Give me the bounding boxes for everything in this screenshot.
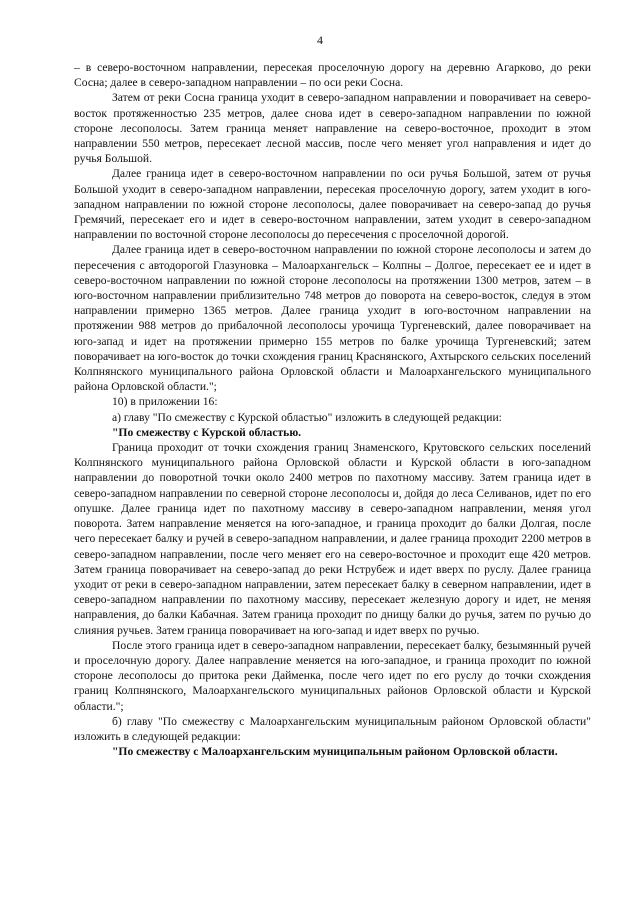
section-heading-maloarkhangelsk: "По смежеству с Малоархангельским муниципальным районом Орловской области. — [112, 745, 558, 759]
page-number: 4 — [317, 33, 323, 47]
paragraph-5: 10) в приложении 16: — [112, 395, 218, 409]
paragraph-9: После этого граница идет в северо-западном направлении, пересекает балку, безымянный ручей и проселочную дорогу. Далее направление меняется на юго-западное, и граница проходит по южной стороне лесополосы до притока реки Дайменка, после чего идет по его руслу до точки схождения границ Колпнянского, Малоархангельского муниципальных районов Орловской области и Курской области."; — [74, 638, 591, 713]
document-body — [74, 60, 591, 759]
paragraph-6: а) главу "По смежеству с Курской областью" изложить в следующей редакции: — [112, 410, 502, 424]
paragraph-8: Граница проходит от точки схождения границ Знаменского, Крутовского сельских поселений Колпнянского муниципального района Орловской области и Курской области в юго-западном направлении до поворотной точки около 2400 метров по пахотному массиву. Затем граница идет в северо-западном направлении по северной стороне лесополосы и, дойдя до леса Селиванов, идет по его опушке. Далее граница идет по пахотному массиву в северо-западном направлении, меняя угол поворота. Затем направление меняется на юго-западное, и граница проходит до балки Долгая, после чего пересекает балку и ручей в северо-западном направлении, и далее граница проходит 2200 метров в северо-западном направлении, после чего меняет его на северо-восточное и проходит еще 420 метров. Затем граница поворачивает на северо-запад до реки Нструбеж и идет вверх по руслу. Далее граница уходит от реки в северо-западном направлении, затем пересекает балку в северном направлении, идет в северо-западном направлении по пахотному массиву, пересекает железную дорогу и идет, не меняя направления, до балки Кабачная. Затем граница проходит по днищу балки до ручья, затем по ручью до слияния ручьев. Затем граница поворачивает на юго-запад и идет вверх по ручью. — [74, 441, 591, 637]
paragraph-4: Далее граница идет в северо-восточном направлении по южной стороне лесополосы и затем до пересечения с автодорогой Глазуновка – Малоархангельск – Колпны – Долгое, пересекает ее и идет в северо-восточном направлении по южной стороне лесополосы на протяжении 1300 метров, затем – в юго-восточном направлении приблизительно 748 метров до поворота на северо-восток, следуя в этом направлении примерно 1365 метров. Далее граница уходит в юго-восточном направлении на протяжении 988 метров до прибалочной лесополосы урочища Тургеневский, далее поворачивает на юго-запад и идет на протяжении примерно 155 метров по балке урочища Тургеневский; затем поворачивает на юго-восток до точки схождения границ Краснянского, Ахтырского сельских поселений Колпнянского муниципального района Орловской области и Малоархангельского муниципального района Орловской области."; — [74, 243, 591, 394]
paragraph-3: Далее граница идет в северо-восточном направлении по оси ручья Большой, затем от ручья Большой уходит в северо-западном направлении, пересекая проселочную дорогу, затем уходит в юго-западном направлении по южной стороне лесополосы, далее поворачивает на северо-запад до ручья Гремячий, пересекает его и идет в северо-восточном направлении, затем уходит в северо-западном направлении по восточной стороне лесополосы до пересечения с проселочной дорогой. — [74, 167, 591, 242]
paragraph-10: б) главу "По смежеству с Малоархангельским муниципальным районом Орловской области" изложить в следующей редакции: — [74, 714, 591, 743]
paragraph-2: Затем от реки Сосна граница уходит в северо-западном направлении и поворачивает на северо-восток протяженностью 235 метров, далее снова идет в северо-западном направлении по южной стороне лесополосы. Затем граница меняет направление на северо-восточное, проходит в этом направлении 550 метров, пересекает лесной массив, после чего меняет угол направления и идет до ручья Большой. — [74, 91, 591, 166]
paragraph-1: – в северо-восточном направлении, пересекая проселочную дорогу на деревню Агарково, до реки Сосна; далее в северо-западном направлении – по оси реки Сосна. — [74, 61, 591, 90]
section-heading-kursk: "По смежеству с Курской областью. — [112, 425, 302, 439]
